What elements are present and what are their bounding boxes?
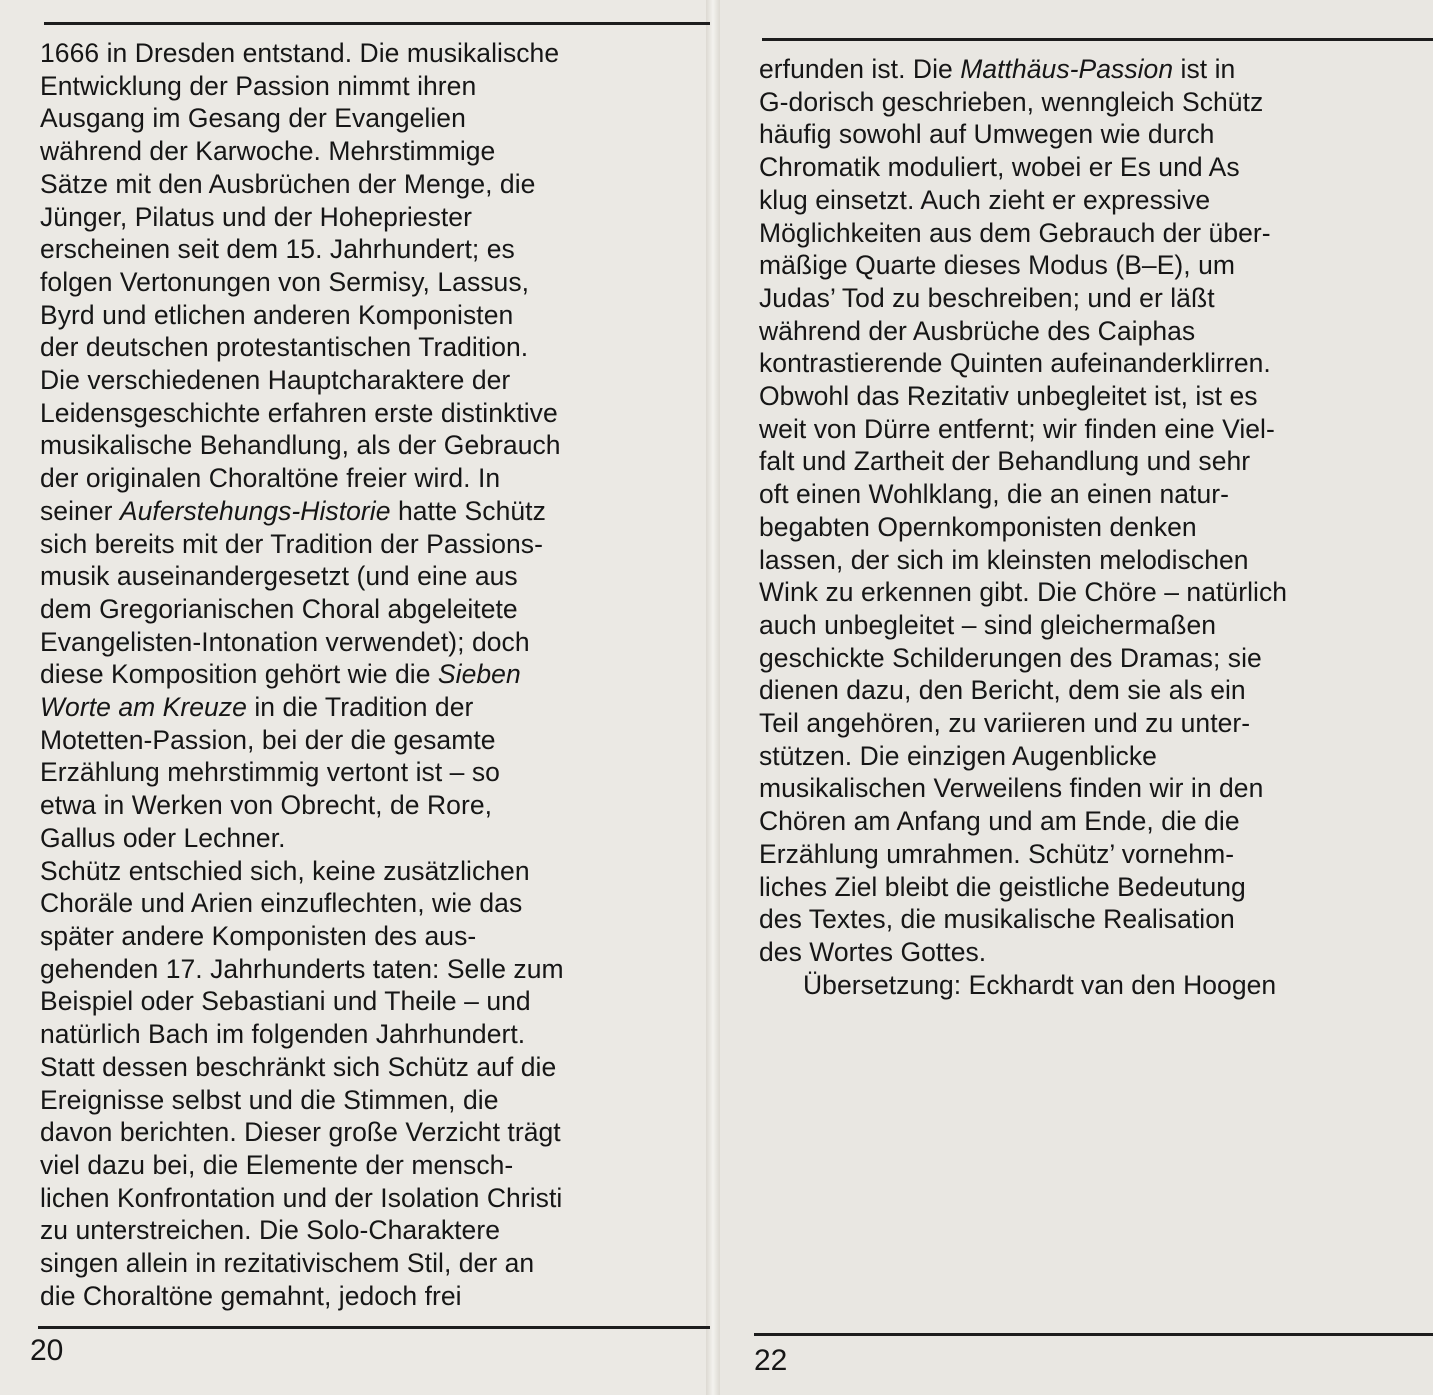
text-line: Motetten-Passion, bei der die gesamte [40, 724, 496, 755]
left-top-rule [44, 22, 710, 25]
text-line: viel dazu bei, die Elemente der mensch- [40, 1149, 514, 1180]
text-line: Sätze mit den Ausbrüchen der Menge, die [40, 168, 536, 199]
text-line: begabten Opernkomponisten denken [759, 511, 1197, 542]
text-line: natürlich Bach im folgenden Jahrhundert. [40, 1019, 526, 1050]
text-line: folgen Vertonungen von Sermisy, Lassus, [40, 266, 530, 297]
text-line: davon berichten. Dieser große Verzicht trägt [40, 1117, 561, 1148]
text-line: etwa in Werken von Obrecht, de Rore, [40, 790, 493, 821]
text-line: Teil angehören, zu variieren und zu unter- [759, 708, 1251, 739]
text-line: gehenden 17. Jahrhunderts taten: Selle zum [40, 953, 564, 984]
text-line: des Wortes Gottes. [759, 936, 987, 967]
text-fragment: ist in [1173, 54, 1236, 84]
text-line: kontrastierende Quinten aufeinanderklirren. [759, 348, 1271, 379]
text-line: der originalen Choraltöne freier wird. In [40, 463, 501, 494]
text-line: Erzählung umrahmen. Schütz’ vornehm- [759, 838, 1235, 869]
book-spine [706, 0, 720, 1395]
text-line: Möglichkeiten aus dem Gebrauch der über- [759, 217, 1271, 248]
text-fragment: hatte Schütz [390, 495, 546, 526]
text-line: dienen dazu, den Bericht, dem sie als ein [759, 675, 1246, 706]
work-title-matthaeus-passion: Matthäus-Passion [960, 54, 1174, 84]
page-number-right: 22 [754, 1344, 788, 1377]
text-line: oft einen Wohlklang, die an einen natur- [759, 479, 1229, 510]
text-line: Wink zu erkennen gibt. Die Chöre – natürlich [759, 577, 1288, 608]
text-fragment: erfunden ist. Die [759, 54, 961, 84]
right-text-column [759, 53, 1419, 1001]
text-line: Ausgang im Gesang der Evangelien [40, 103, 466, 134]
text-line: falt und Zartheit der Behandlung und sehr [759, 446, 1251, 477]
text-line: Die verschiedenen Hauptcharaktere der [40, 365, 511, 396]
text-line: mäßige Quarte dieses Modus (B–E), um [759, 250, 1236, 281]
text-line-with-title [40, 691, 708, 724]
text-line: Leidensgeschichte erfahren erste distinktive [40, 397, 558, 428]
text-line: singen allein in rezitativischem Stil, der an [40, 1248, 535, 1279]
text-line: Obwohl das Rezitativ unbegleitet ist, ist es [759, 381, 1258, 412]
text-line: Byrd und etlichen anderen Komponisten [40, 299, 514, 330]
text-line: musikalischen Verweilens finden wir in den [759, 773, 1264, 804]
text-line-with-title [759, 53, 1419, 86]
text-line: lassen, der sich im kleinsten melodischen [759, 544, 1249, 575]
text-line: des Textes, die musikalische Realisation [759, 904, 1235, 935]
text-line: Choräle und Arien einzuflechten, wie das [40, 888, 523, 919]
text-line: der deutschen protestantischen Tradition. [40, 332, 529, 363]
page-number-left: 20 [30, 1334, 64, 1367]
text-line: Jünger, Pilatus und der Hohepriester [40, 201, 472, 232]
text-line: geschickte Schilderungen des Dramas; sie [759, 642, 1262, 673]
text-line: Gallus oder Lechner. [40, 822, 286, 853]
work-title-auferstehungs-historie: Auferstehungs-Historie [119, 495, 391, 526]
text-line: auch unbegleitet – sind gleichermaßen [759, 609, 1217, 640]
work-title-worte-am-kreuze: Worte am Kreuze [40, 692, 247, 723]
text-fragment: seiner [40, 495, 120, 526]
text-line: dem Gregorianischen Choral abgeleitete [40, 593, 518, 624]
text-line: Beispiel oder Sebastiani und Theile – und [40, 986, 531, 1017]
text-line: weit von Dürre entfernt; wir finden eine Viel- [759, 413, 1275, 444]
right-top-rule [762, 38, 1433, 41]
left-text-column [40, 37, 708, 1312]
text-line: Entwicklung der Passion nimmt ihren [40, 70, 477, 101]
text-line: häufig sowohl auf Umwegen wie durch [759, 119, 1215, 150]
text-line: Ereignisse selbst und die Stimmen, die [40, 1084, 499, 1115]
right-bottom-rule [754, 1333, 1433, 1336]
text-line: Chromatik moduliert, wobei er Es und As [759, 152, 1240, 183]
text-line: erscheinen seit dem 15. Jahrhundert; es [40, 234, 515, 265]
text-line: stützen. Die einzigen Augenblicke [759, 740, 1157, 771]
text-line-with-title [40, 658, 708, 691]
text-line: G-dorisch geschrieben, wenngleich Schütz [759, 86, 1264, 117]
left-bottom-rule [38, 1326, 710, 1329]
work-title-sieben: Sieben [437, 659, 521, 690]
text-line: Schütz entschied sich, keine zusätzlichen [40, 855, 530, 886]
text-line: Chören am Anfang und am Ende, die die [759, 806, 1240, 837]
text-line: während der Ausbrüche des Caiphas [759, 315, 1196, 346]
text-line: Judas’ Tod zu beschreiben; und er läßt [759, 282, 1215, 313]
text-line: lichen Konfrontation und der Isolation Christi [40, 1182, 563, 1213]
translator-credit: Übersetzung: Eckhardt van den Hoogen [803, 969, 1277, 1000]
text-line: zu unterstreichen. Die Solo-Charaktere [40, 1215, 500, 1246]
text-line: Erzählung mehrstimmig vertont ist – so [40, 757, 500, 788]
text-line: musikalische Behandlung, als der Gebrauch [40, 430, 561, 461]
text-line: sich bereits mit der Tradition der Passions- [40, 528, 543, 559]
text-fragment: in die Tradition der [246, 692, 474, 723]
text-line: später andere Komponisten des aus- [40, 920, 477, 951]
text-line: Evangelisten-Intonation verwendet); doch [40, 626, 530, 657]
text-line: klug einsetzt. Auch zieht er expressive [759, 184, 1211, 215]
text-fragment: diese Komposition gehört wie die [40, 659, 438, 690]
text-line: liches Ziel bleibt die geistliche Bedeutung [759, 871, 1246, 902]
text-line: während der Karwoche. Mehrstimmige [40, 136, 496, 167]
text-line: musik auseinandergesetzt (und eine aus [40, 561, 518, 592]
text-line: Statt dessen beschränkt sich Schütz auf die [40, 1051, 557, 1082]
text-line: die Choraltöne gemahnt, jedoch frei [40, 1280, 462, 1311]
text-line: 1666 in Dresden entstand. Die musikalische [40, 38, 560, 68]
text-line-with-title [40, 495, 708, 528]
